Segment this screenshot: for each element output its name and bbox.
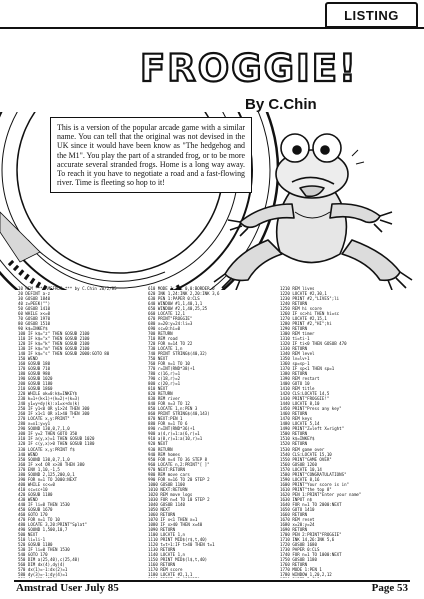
listing-tab: [325, 2, 418, 28]
code-line: 900 a(4,r)=1:a(6,r)=1: [148, 431, 200, 437]
code-line: 710 REM road: [148, 336, 178, 342]
code-line: 1750 GOSUB 1180: [280, 556, 317, 562]
code-line: 1250 REM hi score: [280, 306, 322, 312]
code-line: 90 k$=INKEY$: [18, 326, 48, 332]
code-line: 1740 FOR n=1 TO 1000:NEXT: [280, 551, 342, 557]
code-line: [18, 577, 142, 578]
code-line: 10 REM *** AMSFROG *** by C.Chin 20/2/85: [18, 286, 117, 291]
code-line: 1680 x=20:y=24: [280, 521, 315, 527]
code-line: 560 DIM dx(4),dy(4): [18, 561, 65, 567]
code-line: 1710 INK 14,26:INK 5,6: [280, 536, 335, 542]
code-line: 1630 INPUT n$: [280, 496, 313, 502]
code-line: 860 PRINT STRING$(40,143): [148, 411, 210, 417]
code-line: 100 IF k$="z" THEN GOSUB 2100: [18, 331, 90, 337]
code-line: 1520 RETURN: [280, 441, 308, 447]
code-line: 160 GOSUB 180: [18, 361, 51, 367]
code-line: 1730 PAPER 0:CLS: [280, 546, 320, 552]
code-line: 760 FOR n=1 TO 10: [148, 361, 190, 367]
code-line: 180 GOSUB 980: [18, 371, 51, 377]
code-line: 1540 CLS:LOCATE 15,10: [280, 451, 332, 457]
code-line: 1270 LOCATE #2,15,1: [280, 316, 327, 322]
code-line: 1280 PRINT #2,"HI";hi: [280, 321, 332, 327]
code-line: 680 x=20:y=24:li=3: [148, 321, 193, 327]
code-line: 880 FOR n=1 TO 6: [148, 421, 188, 427]
code-line: 490 SOUND 1,500,10,7: [18, 526, 68, 532]
header-rule: [0, 27, 424, 29]
code-line: 1470 REM keys: [280, 416, 313, 422]
footer-magazine: Amstrad User July 85: [16, 582, 119, 594]
code-line: 920 NEXT: [148, 441, 168, 447]
code-line: 620 INK 1,24:INK 2,20:INK 3,6: [148, 291, 220, 297]
code-line: 770 r=INT(RND*38)+1: [148, 366, 195, 372]
code-line: 110 IF k$="x" THEN GOSUB 2100: [18, 336, 90, 342]
code-line: 300 IF y=2 THEN GOTO 350: [18, 431, 78, 437]
code-line: 1460 RETURN: [280, 411, 308, 417]
code-line: 1480 LOCATE 5,14: [280, 421, 320, 427]
code-line: 1050 NEXT: [148, 506, 171, 512]
code-line: 570 dx(1)=-1:dx(2)=1: [18, 566, 68, 572]
code-line: 370 ENV 1,10,-1,5: [18, 466, 60, 472]
code-line: 750 NEXT: [148, 356, 168, 362]
code-line: 950 FOR n=4 TO 36 STEP 8: [148, 456, 208, 462]
code-line: 1530 REM game over: [280, 446, 325, 452]
code-line: 1120 t=t+1:IF t>40 THEN t=1: [148, 541, 215, 547]
code-line: 1240 RETURN: [280, 301, 308, 307]
code-line: 390 FOR n=1 TO 2000:NEXT: [18, 476, 78, 482]
code-line: 1060 RETURN: [148, 511, 176, 517]
code-line: 1260 IF sc>hi THEN hi=sc: [280, 311, 340, 317]
code-line: 540 GOTO 170: [18, 551, 48, 557]
code-line: 820 RETURN: [148, 391, 173, 397]
code-line: 690 sc=0:hi=0: [148, 326, 181, 332]
code-line: 220 WHILE ok=0:k$=INKEY$: [18, 391, 78, 397]
code-line: 520 GOSUB 1180: [18, 541, 53, 547]
code-line: 1420 CLS:LOCATE 14,5: [280, 391, 330, 397]
code-line: 130 IF k$="m" THEN GOSUB 2100: [18, 346, 90, 352]
code-line: 580 dy(3)=-1:dy(4)=1: [18, 571, 68, 577]
code-line: 170 GOSUB 710: [18, 366, 51, 372]
listing-column-right: [280, 286, 408, 578]
code-line: 810 NEXT: [148, 386, 168, 392]
code-line: 140 IF k$="s" THEN GOSUB 2000:GOTO 80: [18, 351, 110, 357]
code-line: 1370 IF sp<1 THEN sp=1: [280, 366, 335, 372]
listing-column-middle: [148, 286, 274, 578]
code-line: 1300 REM timer: [280, 331, 315, 337]
code-line: 1360 sp=sp-1: [280, 361, 310, 367]
code-line: 420 GOSUB 1180: [18, 491, 53, 497]
code-line: 1330 RETURN: [280, 346, 308, 352]
code-line: 1390 REM restart: [280, 376, 320, 382]
code-line: 630 PEN 1:PAPER 0:CLS: [148, 296, 200, 302]
code-line: 1380 RETURN: [280, 371, 308, 377]
code-line: 780 c(16,r)=1: [148, 371, 181, 377]
code-line: 1660 RETURN: [280, 511, 308, 517]
code-line: 1230 PRINT #2,"LIVES";li: [280, 296, 340, 302]
code-line: 1410 REM title: [280, 386, 315, 392]
code-line: 1010 NEXT:RETURN: [148, 486, 188, 492]
code-line: 1070 IF x<1 THEN x=1: [148, 516, 198, 522]
code-line: 830 REM river: [148, 396, 181, 402]
listing-tab-label: LISTING: [344, 7, 399, 23]
code-line: 870 NEXT:PEN 1: [148, 416, 183, 422]
code-line: 50 GOSUB 1410: [18, 306, 51, 312]
code-line: 510 li=li-1: [18, 536, 46, 542]
code-line: 1320 IF ti<0 THEN GOSUB 470: [280, 341, 347, 347]
code-line: 800 c(20,r)=1: [148, 381, 181, 387]
code-line: 1580 PRINT"CONGRATULATIONS": [280, 471, 347, 477]
code-line: 910 a(8,r)=1:a(10,r)=1: [148, 436, 203, 442]
code-line: 1760 RETURN: [280, 561, 308, 567]
code-line: 20 DEFINT a-z: [18, 291, 51, 297]
code-line: 1450 PRINT"Press any key": [280, 406, 342, 412]
code-line: 430 WEND: [18, 496, 38, 502]
code-line: 1650 GOTO 1410: [280, 506, 315, 512]
code-line: 1180 LOCATE #2,1,1: [148, 571, 193, 577]
code-line: 400 WHILE sc<=0: [18, 481, 55, 487]
code-line: 1610 PRINT"the top 8": [280, 486, 332, 492]
code-line: 1210 REM lives: [280, 286, 315, 291]
code-line: 890 r=INT(RND*36)+1: [148, 426, 195, 432]
code-line: 1490 PRINT"Z=left X=right": [280, 426, 345, 432]
code-line: 960 LOCATE n,2:PRINT"[ ]": [148, 461, 210, 467]
code-line: 360 IF x<4 OR x>38 THEN 380: [18, 461, 85, 467]
code-line: 150 WEND: [18, 356, 38, 362]
code-line: 700 RETURN: [148, 331, 173, 337]
code-line: 330 LOCATE x,y:PRINT f$: [18, 446, 75, 452]
code-line: 1090 RETURN: [148, 526, 176, 532]
code-line: 980 REM move cars: [148, 471, 190, 477]
code-line: 1170 REM score: [148, 566, 183, 572]
code-line: 990 FOR n=16 TO 20 STEP 2: [148, 476, 210, 482]
code-line: 1130 RETURN: [148, 546, 176, 552]
code-line: 480 LOCATE 3,20:PRINT"Splat": [18, 521, 88, 527]
code-line: 730 LOCATE 1,n: [148, 346, 183, 352]
code-line: 1150 PRINT MID$(l$,t,40): [148, 556, 208, 562]
code-line: 1570 LOCATE 10,14: [280, 466, 322, 472]
code-line: 200 GOSUB 1180: [18, 381, 53, 387]
code-line: 350 SOUND 130,0,7,1,0: [18, 456, 70, 462]
code-line: 250 IF y1<0 OR y1>24 THEN 300: [18, 406, 90, 412]
code-line: 1510 k$=INKEY$: [280, 436, 315, 442]
code-line: 120 IF k$="k" THEN GOSUB 2100: [18, 341, 90, 347]
code-line: 850 LOCATE 1,n:PEN 3: [148, 406, 198, 412]
code-line: 1030 FOR n=4 TO 10 STEP 2: [148, 496, 210, 502]
code-line: 1310 ti=ti-1: [280, 336, 310, 342]
code-line: 1500 RETURN: [280, 431, 308, 437]
listing-column-left: [18, 286, 142, 578]
code-line: 970 NEXT:RETURN: [148, 466, 185, 472]
code-line: 1160 RETURN: [148, 561, 176, 567]
code-line: 1290 RETURN: [280, 326, 308, 332]
code-line: 500 NEXT: [18, 531, 38, 537]
code-line: 270 LOCATE x,y:PRINT" ": [18, 416, 75, 422]
code-line: 1670 REM reset: [280, 516, 315, 522]
code-line: 440 IF li=0 THEN 1530: [18, 501, 70, 507]
code-line: 610 MODE 1:INK 0,0:BORDER 0: [148, 286, 215, 291]
code-line: 1720 GOSUB 1680: [280, 541, 317, 547]
code-line: 1100 LOCATE 1,n: [148, 531, 185, 537]
article-byline: By C.Chin: [245, 96, 317, 113]
code-line: 1110 PRINT MID$(r$,t,40): [148, 536, 208, 542]
code-line: 740 PRINT STRING$(40,32): [148, 351, 208, 357]
code-line: 1340 REM level: [280, 351, 315, 357]
code-line: 1080 IF x>40 THEN x=40: [148, 521, 203, 527]
code-line: 210 GOSUB 1860: [18, 386, 53, 392]
code-line: 30 GOSUB 1840: [18, 296, 51, 302]
code-line: 660 LOCATE 12,1: [148, 311, 185, 317]
code-line: 470 FOR n=1 TO 10: [18, 516, 60, 522]
code-line: 550 DIM a(25,40),c(25,40): [18, 556, 80, 562]
footer-page-number: Page 53: [371, 582, 408, 594]
code-line: 650 WINDOW #2,1,40,25,25: [148, 306, 208, 312]
code-line: 1700 PEN 2:PRINT"FROGGIE": [280, 531, 342, 537]
code-line: 60 WHILE x<=0: [18, 311, 51, 317]
code-line: 1140 LOCATE 1,n: [148, 551, 185, 557]
code-line: 720 FOR n=14 TO 22: [148, 341, 193, 347]
code-line: 1040 GOSUB 1140: [148, 501, 185, 507]
code-line: [148, 577, 274, 578]
code-line: 40 z=PEEK(""): [18, 301, 51, 307]
code-line: 670 PRINT"FROGGIE": [148, 316, 193, 322]
code-line: 280 x=x1:y=y1: [18, 421, 51, 427]
code-line: 1770 MODE 1:PEN 1: [280, 566, 322, 572]
code-line: [280, 577, 408, 578]
code-line: 1440 LOCATE 8,10: [280, 401, 320, 407]
code-line: 460 GOTO 170: [18, 511, 48, 517]
code-line: 340 WEND: [18, 451, 38, 457]
code-line: 1000 GOSUB 1100: [148, 481, 185, 487]
code-line: 1430 PRINT"FROGGIE!": [280, 396, 330, 402]
code-line: 1590 LOCATE 8,16: [280, 476, 320, 482]
code-line: 790 c(18,r)=2: [148, 376, 181, 382]
code-line: 230 k=1+(k<1)+(k=2)+(k=3): [18, 396, 80, 402]
code-line: 450 GOSUB 1670: [18, 506, 53, 512]
code-line: 410 sc=sc+10: [18, 486, 48, 492]
code-line: 260 IF x1<1 OR x1>40 THEN 300: [18, 411, 90, 417]
code-line: 380 SOUND 2,125,200,0,1: [18, 471, 75, 477]
code-line: 640 WINDOW #1,1,40,1,1: [148, 301, 203, 307]
code-line: 190 GOSUB 1020: [18, 376, 53, 382]
code-line: 80 GOSUB 1510: [18, 321, 51, 327]
code-line: 1600 PRINT"Your score is in": [280, 481, 350, 487]
code-line: 240 y1=y+dy(k):x1=x+dx(k): [18, 401, 80, 407]
code-line: 530 IF li=0 THEN 1530: [18, 546, 70, 552]
intro-box: [50, 117, 252, 193]
code-line: 70 GOSUB 1970: [18, 316, 51, 322]
code-line: 1220 LOCATE #2,30,1: [280, 291, 327, 297]
code-line: 1350 lv=lv+1: [280, 356, 310, 362]
code-line: 940 REM homes: [148, 451, 181, 457]
code-line: 1780 WINDOW 1,20,2,12: [280, 571, 332, 577]
code-line: 840 FOR n=3 TO 12: [148, 401, 190, 407]
code-line: 310 IF a(y,x)=1 THEN GOSUB 1020: [18, 436, 95, 442]
article-title: FROGGIE!: [140, 47, 358, 90]
code-line: 1400 GOTO 10: [280, 381, 310, 387]
code-line: 1620 PEN 1:PRINT"Enter your name": [280, 491, 362, 497]
code-line: 930 RETURN: [148, 446, 173, 452]
code-line: 320 IF c(y,x)>0 THEN GOSUB 1180: [18, 441, 95, 447]
code-line: 1690 RETURN: [280, 526, 308, 532]
code-line: 1020 REM move logs: [148, 491, 193, 497]
code-line: 290 SOUND 130,0,7,1,0: [18, 426, 70, 432]
code-line: 1550 PRINT"GAME OVER": [280, 456, 332, 462]
code-line: 1640 FOR n=1 TO 2000:NEXT: [280, 501, 342, 507]
intro-text: This is a version of the popular arcade game with a similar name. You can tell that the original was not devised in the UK since it would have been know as "The hedgehog and the M1". You play the part of a stranded frog, or to be more accurate several stranded frogs. Home is a long way away. To reach it you have to negotiate a road and a fast-flowing river. Time is fleeting so hop to it!: [57, 123, 245, 188]
code-line: 1560 GOSUB 1260: [280, 461, 317, 467]
